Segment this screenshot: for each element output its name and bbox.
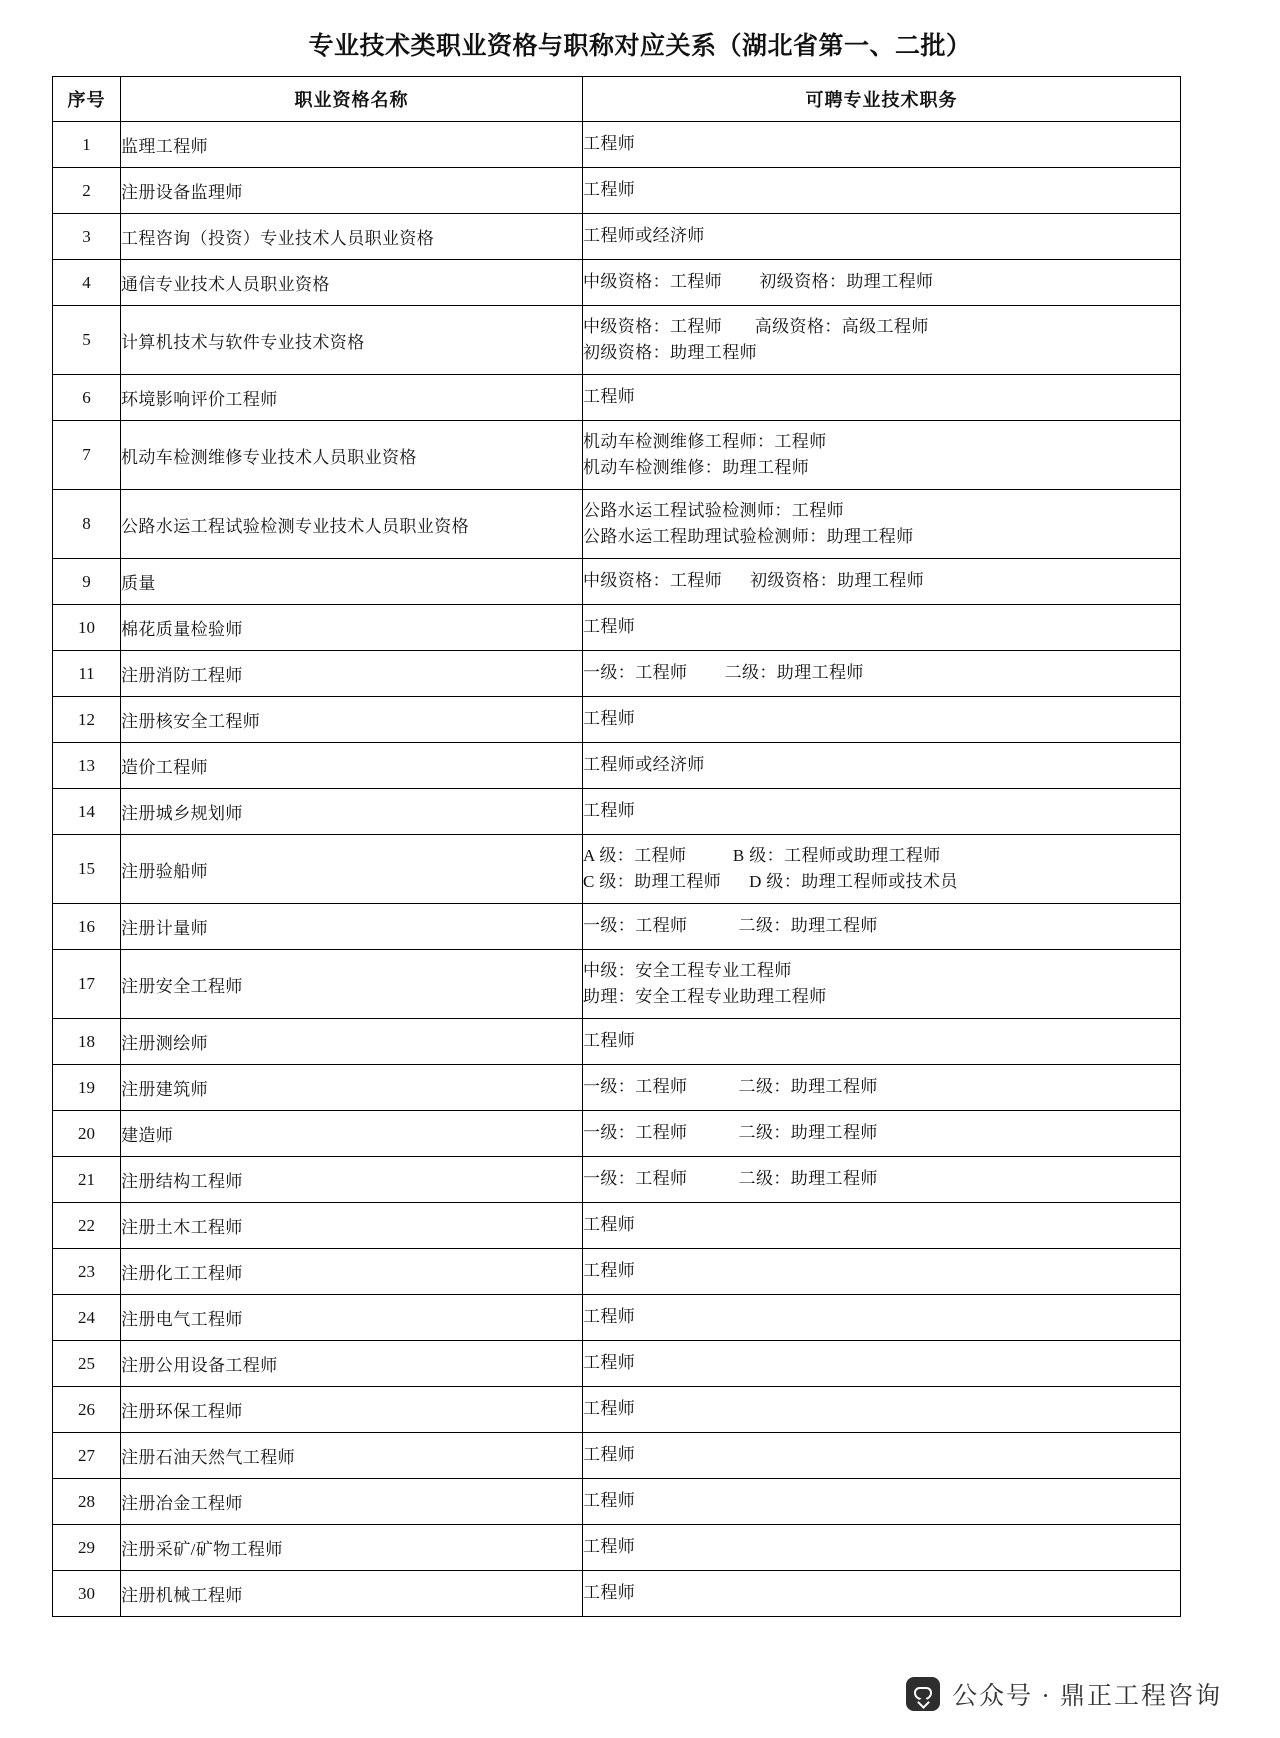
cell-post: [583, 1065, 1181, 1111]
watermark-label: 公众号 · 鼎正工程咨询: [952, 1683, 1222, 1710]
cell-post: [583, 605, 1181, 651]
cell-seq: 2: [53, 168, 121, 214]
table-row: [53, 1341, 1181, 1387]
table-row: [53, 306, 1181, 375]
cell-qualification-name: 公路水运工程试验检测专业技术人员职业资格: [121, 490, 583, 559]
cell-qualification-name: 注册城乡规划师: [121, 789, 583, 835]
cell-seq: 29: [53, 1525, 121, 1571]
column-header-seq: 序号: [53, 77, 121, 122]
cell-post-line: 工程师: [583, 801, 636, 821]
table-row: [53, 904, 1181, 950]
cell-post: [583, 950, 1181, 1019]
table-row: [53, 950, 1181, 1019]
table-row: [53, 559, 1181, 605]
cell-seq: 8: [53, 490, 121, 559]
table-row: [53, 260, 1181, 306]
cell-qualification-name: 环境影响评价工程师: [121, 375, 583, 421]
cell-post-line: 工程师: [583, 180, 636, 200]
cell-seq: 1: [53, 122, 121, 168]
table-row: [53, 1065, 1181, 1111]
cell-post-line: 助理：安全工程专业助理工程师: [583, 987, 827, 1006]
cell-post-line: 工程师: [583, 1215, 636, 1235]
cell-seq: 24: [53, 1295, 121, 1341]
cell-post: [583, 835, 1181, 904]
cell-post-line: 工程师: [583, 1491, 636, 1511]
cell-post: [583, 421, 1181, 490]
cell-seq: 23: [53, 1249, 121, 1295]
cell-post-line: 一级：工程师 二级：助理工程师: [583, 1169, 878, 1189]
cell-seq: 9: [53, 559, 121, 605]
cell-post-line: 中级：安全工程专业工程师: [583, 960, 792, 980]
cell-post-line: 工程师: [583, 709, 636, 729]
cell-qualification-name: 注册验船师: [121, 835, 583, 904]
cell-qualification-name: 质量: [121, 559, 583, 605]
cell-qualification-name: 注册土木工程师: [121, 1203, 583, 1249]
cell-post: [583, 1387, 1181, 1433]
cell-post-line: 工程师: [583, 1307, 636, 1327]
page-title: 专业技术类职业资格与职称对应关系（湖北省第一、二批）: [308, 33, 972, 60]
table-row: [53, 835, 1181, 904]
cell-post: [583, 559, 1181, 605]
watermark: [906, 1676, 1222, 1712]
cell-qualification-name: 造价工程师: [121, 743, 583, 789]
cell-seq: 19: [53, 1065, 121, 1111]
cell-post-line: 工程师或经济师: [583, 226, 705, 246]
cell-seq: 7: [53, 421, 121, 490]
cell-qualification-name: 计算机技术与软件专业技术资格: [121, 306, 583, 375]
table-row: [53, 122, 1181, 168]
table-row: [53, 1571, 1181, 1617]
cell-seq: 21: [53, 1157, 121, 1203]
table-row: [53, 168, 1181, 214]
cell-post: [583, 375, 1181, 421]
cell-post-line: 工程师: [583, 1031, 636, 1051]
cell-post-line: 机动车检测维修工程师：工程师: [583, 431, 827, 451]
cell-post: [583, 697, 1181, 743]
cell-post: [583, 1433, 1181, 1479]
cell-post: [583, 1341, 1181, 1387]
cell-post: [583, 1525, 1181, 1571]
table-row: [53, 214, 1181, 260]
cell-post: [583, 1019, 1181, 1065]
cell-qualification-name: 注册石油天然气工程师: [121, 1433, 583, 1479]
cell-post-line: A 级：工程师 B 级：工程师或助理工程师: [583, 845, 941, 865]
cell-qualification-name: 注册化工工程师: [121, 1249, 583, 1295]
cell-post: [583, 789, 1181, 835]
cell-post-line: 中级资格：工程师 初级资格：助理工程师: [583, 272, 934, 292]
cell-post: [583, 743, 1181, 789]
cell-post-line: 公路水运工程助理试验检测师：助理工程师: [583, 527, 914, 546]
table-row: [53, 789, 1181, 835]
cell-post: [583, 1249, 1181, 1295]
cell-seq: 12: [53, 697, 121, 743]
cell-seq: 14: [53, 789, 121, 835]
cell-post: [583, 260, 1181, 306]
table-row: [53, 743, 1181, 789]
cell-post-line: 工程师: [583, 1537, 636, 1557]
cell-qualification-name: 注册公用设备工程师: [121, 1341, 583, 1387]
cell-qualification-name: 棉花质量检验师: [121, 605, 583, 651]
cell-qualification-name: 注册安全工程师: [121, 950, 583, 1019]
cell-qualification-name: 注册电气工程师: [121, 1295, 583, 1341]
cell-post: [583, 1479, 1181, 1525]
table-row: [53, 1157, 1181, 1203]
cell-post-line: 工程师: [583, 1399, 636, 1419]
cell-post: [583, 651, 1181, 697]
table-row: [53, 1019, 1181, 1065]
cell-seq: 25: [53, 1341, 121, 1387]
cell-post-line: 一级：工程师 二级：助理工程师: [583, 1123, 878, 1143]
table-row: [53, 1249, 1181, 1295]
table-row: [53, 1111, 1181, 1157]
cell-post-line: 工程师: [583, 1261, 636, 1281]
cell-seq: 26: [53, 1387, 121, 1433]
cell-qualification-name: 工程咨询（投资）专业技术人员职业资格: [121, 214, 583, 260]
cell-qualification-name: 通信专业技术人员职业资格: [121, 260, 583, 306]
cell-qualification-name: 建造师: [121, 1111, 583, 1157]
cell-seq: 30: [53, 1571, 121, 1617]
cell-post: [583, 122, 1181, 168]
table-row: [53, 651, 1181, 697]
cell-qualification-name: 注册计量师: [121, 904, 583, 950]
cell-post-line: 工程师: [583, 617, 636, 637]
cell-post: [583, 904, 1181, 950]
cell-post-line: 工程师或经济师: [583, 755, 705, 775]
cell-seq: 28: [53, 1479, 121, 1525]
table-header-row: [53, 77, 1181, 122]
table-row: [53, 1203, 1181, 1249]
table-row: [53, 490, 1181, 559]
cell-qualification-name: 注册采矿/矿物工程师: [121, 1525, 583, 1571]
cell-qualification-name: 注册测绘师: [121, 1019, 583, 1065]
cell-qualification-name: 注册结构工程师: [121, 1157, 583, 1203]
cell-qualification-name: 注册核安全工程师: [121, 697, 583, 743]
table-body: [53, 122, 1181, 1617]
cell-post-line: 公路水运工程试验检测师：工程师: [583, 500, 844, 520]
cell-qualification-name: 监理工程师: [121, 122, 583, 168]
cell-post-line: 工程师: [583, 1583, 636, 1603]
cell-post-line: C 级：助理工程师 D 级：助理工程师或技术员: [583, 872, 958, 891]
table-row: [53, 1295, 1181, 1341]
cell-seq: 4: [53, 260, 121, 306]
cell-seq: 5: [53, 306, 121, 375]
cell-seq: 3: [53, 214, 121, 260]
cell-post: [583, 168, 1181, 214]
cell-seq: 20: [53, 1111, 121, 1157]
cell-seq: 18: [53, 1019, 121, 1065]
table-row: [53, 1525, 1181, 1571]
cell-qualification-name: 注册消防工程师: [121, 651, 583, 697]
cell-qualification-name: 注册环保工程师: [121, 1387, 583, 1433]
cell-post: [583, 1111, 1181, 1157]
cell-seq: 13: [53, 743, 121, 789]
cell-qualification-name: 机动车检测维修专业技术人员职业资格: [121, 421, 583, 490]
table-row: [53, 605, 1181, 651]
cell-qualification-name: 注册设备监理师: [121, 168, 583, 214]
cell-post: [583, 306, 1181, 375]
cell-post-line: 工程师: [583, 1353, 636, 1373]
table-row: [53, 375, 1181, 421]
cell-post-line: 工程师: [583, 387, 636, 407]
table-row: [53, 1433, 1181, 1479]
cell-post-line: 一级：工程师 二级：助理工程师: [583, 663, 864, 683]
cell-seq: 15: [53, 835, 121, 904]
table-row: [53, 697, 1181, 743]
cell-post-line: 一级：工程师 二级：助理工程师: [583, 916, 878, 936]
cell-post-line: 工程师: [583, 1445, 636, 1465]
column-header-name: 职业资格名称: [121, 77, 583, 122]
cell-qualification-name: 注册冶金工程师: [121, 1479, 583, 1525]
cell-post-line: 工程师: [583, 134, 636, 154]
wechat-official-account-icon: [906, 1677, 940, 1711]
table-row: [53, 421, 1181, 490]
cell-post-line: 机动车检测维修：助理工程师: [583, 458, 810, 477]
cell-seq: 27: [53, 1433, 121, 1479]
column-header-post: 可聘专业技术职务: [583, 77, 1181, 122]
cell-post: [583, 1157, 1181, 1203]
cell-post-line: 中级资格：工程师 初级资格：助理工程师: [583, 571, 925, 591]
cell-post: [583, 1203, 1181, 1249]
cell-post-line: 中级资格：工程师 高级资格：高级工程师: [583, 316, 929, 336]
cell-qualification-name: 注册建筑师: [121, 1065, 583, 1111]
cell-post: [583, 490, 1181, 559]
cell-seq: 22: [53, 1203, 121, 1249]
cell-seq: 11: [53, 651, 121, 697]
cell-post-line: 一级：工程师 二级：助理工程师: [583, 1077, 878, 1097]
table-row: [53, 1479, 1181, 1525]
cell-post: [583, 214, 1181, 260]
cell-post: [583, 1295, 1181, 1341]
cell-seq: 16: [53, 904, 121, 950]
cell-seq: 17: [53, 950, 121, 1019]
cell-seq: 6: [53, 375, 121, 421]
qualification-mapping-table: [52, 76, 1181, 1617]
table-row: [53, 1387, 1181, 1433]
cell-seq: 10: [53, 605, 121, 651]
cell-post: [583, 1571, 1181, 1617]
cell-post-line: 初级资格：助理工程师: [583, 343, 757, 362]
cell-qualification-name: 注册机械工程师: [121, 1571, 583, 1617]
